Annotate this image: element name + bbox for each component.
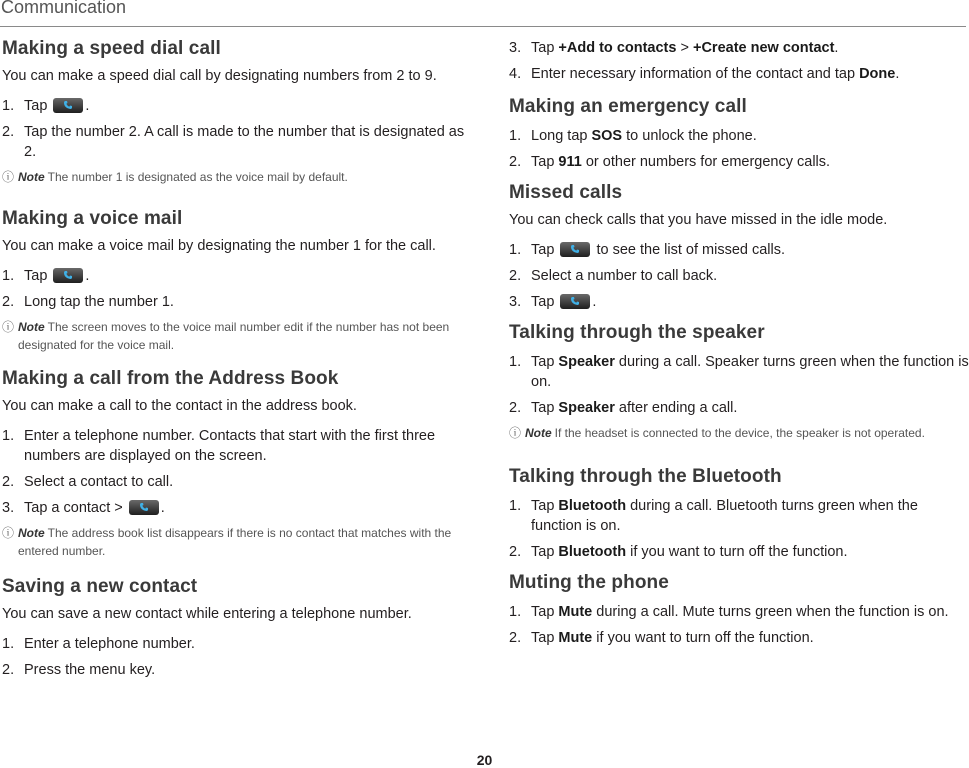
- section-emergency: [509, 96, 969, 172]
- step: [2, 96, 472, 116]
- section-missed-calls: [509, 182, 969, 312]
- step-text: if you want to turn off the function.: [630, 544, 848, 560]
- step-text: Tap: [531, 354, 555, 370]
- info-icon: ⓘ: [2, 170, 15, 184]
- step: [509, 38, 969, 58]
- step-text: .: [85, 98, 90, 114]
- step-text: Select a number to call back.: [531, 268, 718, 284]
- keyword: +Create new contact: [692, 40, 835, 56]
- step-text: Tap: [531, 630, 555, 646]
- step-text: Tap: [531, 544, 555, 560]
- steps-list: [509, 602, 969, 648]
- step: [2, 426, 472, 466]
- page-number: 20: [476, 752, 493, 768]
- note: [2, 168, 472, 186]
- step: [2, 472, 472, 492]
- step-text: Select a contact to call.: [24, 474, 174, 490]
- note-text: The screen moves to the voice mail number edit if the number has not been designated for the voice mail.: [18, 320, 450, 352]
- right-column: [509, 38, 969, 654]
- step-text: Long tap: [531, 128, 588, 144]
- section-title: Making a speed dial call: [2, 38, 221, 59]
- step-text: Tap: [531, 604, 555, 620]
- section-new-contact: [2, 576, 472, 680]
- info-icon: ⓘ: [509, 426, 522, 440]
- step: [509, 126, 969, 146]
- step-number: 1.: [2, 636, 15, 652]
- keyword: Speaker: [558, 354, 615, 370]
- step-text: Tap: [531, 242, 555, 258]
- step: [2, 660, 472, 680]
- step-number: 2.: [509, 544, 522, 560]
- keyword: Mute: [558, 604, 593, 620]
- step-number: 4.: [509, 66, 522, 82]
- note: [2, 318, 472, 354]
- step-text: .: [592, 294, 597, 310]
- step-text: >: [680, 40, 689, 56]
- step-number: 1.: [2, 428, 15, 444]
- step: [509, 542, 969, 562]
- left-column: [2, 38, 472, 686]
- section-speaker: [509, 322, 969, 442]
- step-number: 2.: [509, 154, 522, 170]
- section-bluetooth: [509, 466, 969, 562]
- step-number: 2.: [509, 268, 522, 284]
- info-icon: ⓘ: [2, 526, 15, 540]
- note: [2, 524, 472, 560]
- step-text: Tap: [531, 40, 555, 56]
- step-number: 1.: [509, 354, 522, 370]
- section-title: Talking through the speaker: [509, 322, 765, 343]
- section-speed-dial: [2, 38, 472, 186]
- section-intro: You can make a speed dial call by designating numbers from 2 to 9.: [2, 68, 437, 84]
- step-text: Tap: [531, 154, 555, 170]
- section-intro: You can save a new contact while entering a telephone number.: [2, 606, 412, 622]
- keyword: Mute: [558, 630, 593, 646]
- step-text: Long tap the number 1.: [24, 294, 174, 310]
- step-text: to unlock the phone.: [626, 128, 757, 144]
- keyword: Speaker: [558, 400, 615, 416]
- step-text: .: [895, 66, 900, 82]
- note-label: Note: [525, 426, 552, 440]
- section-contact-continued: [509, 38, 969, 84]
- page-header: [0, 0, 966, 27]
- step-number: 3.: [509, 40, 522, 56]
- step-text: if you want to turn off the function.: [596, 630, 814, 646]
- step-number: 3.: [509, 294, 522, 310]
- keyword: 911: [558, 154, 582, 170]
- step-text: during a call. Bluetooth turns green when the function is on.: [531, 498, 918, 534]
- step: [509, 602, 969, 622]
- steps-list: [509, 352, 969, 418]
- step-text: .: [834, 40, 839, 56]
- steps-list: [2, 96, 472, 162]
- steps-list: [509, 240, 969, 312]
- step: [509, 398, 969, 418]
- step-number: 2.: [2, 294, 15, 310]
- step: [509, 266, 969, 286]
- section-intro: You can check calls that you have missed in the idle mode.: [509, 212, 888, 228]
- step: [2, 498, 472, 518]
- section-title: Missed calls: [509, 182, 623, 203]
- step-text: to see the list of missed calls.: [596, 242, 786, 258]
- step: [509, 152, 969, 172]
- note-text: If the headset is connected to the device, the speaker is not operated.: [554, 426, 925, 440]
- step-number: 2.: [2, 124, 15, 140]
- section-intro: You can make a voice mail by designating the number 1 for the call.: [2, 238, 436, 254]
- step-text: Tap: [24, 98, 48, 114]
- info-icon: ⓘ: [2, 320, 15, 334]
- note-text: The address book list disappears if there is no contact that matches with the entered number.: [18, 526, 452, 558]
- step-number: 2.: [509, 400, 522, 416]
- section-address-book: [2, 368, 472, 560]
- step: [509, 496, 969, 536]
- call-key-icon: [560, 242, 590, 257]
- step: [509, 352, 969, 392]
- step-number: 2.: [2, 474, 15, 490]
- call-key-icon: [560, 294, 590, 309]
- step-text: Tap: [24, 268, 48, 284]
- step-text: or other numbers for emergency calls.: [585, 154, 831, 170]
- section-mute: [509, 572, 969, 648]
- keyword: SOS: [591, 128, 623, 144]
- section-voice-mail: [2, 208, 472, 354]
- step-text: Tap: [531, 400, 555, 416]
- step-text: .: [160, 500, 165, 516]
- call-key-icon: [129, 500, 159, 515]
- step-number: 1.: [509, 498, 522, 514]
- step-number: 1.: [2, 98, 15, 114]
- step-text: Tap the number 2. A call is made to the number that is designated as 2.: [24, 124, 465, 160]
- step-number: 1.: [509, 128, 522, 144]
- call-key-icon: [53, 268, 83, 283]
- note-label: Note: [18, 170, 45, 184]
- section-title: Making a call from the Address Book: [2, 368, 339, 389]
- section-title: Making an emergency call: [509, 96, 747, 117]
- step-text: after ending a call.: [618, 400, 738, 416]
- step-text: Tap a contact >: [24, 500, 123, 516]
- step-number: 1.: [509, 242, 522, 258]
- steps-list: [509, 496, 969, 562]
- step-text: .: [85, 268, 90, 284]
- step: [509, 292, 969, 312]
- section-title: Making a voice mail: [2, 208, 183, 229]
- step-number: 2.: [2, 662, 15, 678]
- step: [2, 122, 472, 162]
- section-title: Talking through the Bluetooth: [509, 466, 782, 487]
- step: [509, 628, 969, 648]
- step-text: Enter a telephone number. Contacts that start with the first three numbers are displayed on the screen.: [24, 428, 436, 464]
- steps-list: [2, 266, 472, 312]
- steps-list: [2, 634, 472, 680]
- step: [509, 240, 969, 260]
- note-label: Note: [18, 320, 45, 334]
- step-number: 2.: [509, 630, 522, 646]
- step-text: Tap: [531, 294, 555, 310]
- step-text: Tap: [531, 498, 555, 514]
- keyword: +Add to contacts: [558, 40, 677, 56]
- steps-list: [2, 426, 472, 518]
- header-title: Communication: [1, 0, 127, 17]
- step-number: 3.: [2, 500, 15, 516]
- step-text: Press the menu key.: [24, 662, 156, 678]
- keyword: Bluetooth: [558, 498, 627, 514]
- step-text: during a call. Speaker turns green when the function is on.: [531, 354, 969, 390]
- step-text: Enter a telephone number.: [24, 636, 195, 652]
- section-title: Saving a new contact: [2, 576, 198, 597]
- step: [2, 266, 472, 286]
- section-title: Muting the phone: [509, 572, 669, 593]
- step: [509, 64, 969, 84]
- section-intro: You can make a call to the contact in the address book.: [2, 398, 357, 414]
- steps-list: [509, 126, 969, 172]
- keyword: Bluetooth: [558, 544, 627, 560]
- step-text: during a call. Mute turns green when the function is on.: [596, 604, 949, 620]
- step-text: Enter necessary information of the contact and tap: [531, 66, 856, 82]
- note: [509, 424, 969, 442]
- call-key-icon: [53, 98, 83, 113]
- note-label: Note: [18, 526, 45, 540]
- steps-list: [509, 38, 969, 84]
- keyword: Done: [859, 66, 896, 82]
- step-number: 1.: [2, 268, 15, 284]
- step-number: 1.: [509, 604, 522, 620]
- step: [2, 292, 472, 312]
- note-text: The number 1 is designated as the voice mail by default.: [47, 170, 348, 184]
- step: [2, 634, 472, 654]
